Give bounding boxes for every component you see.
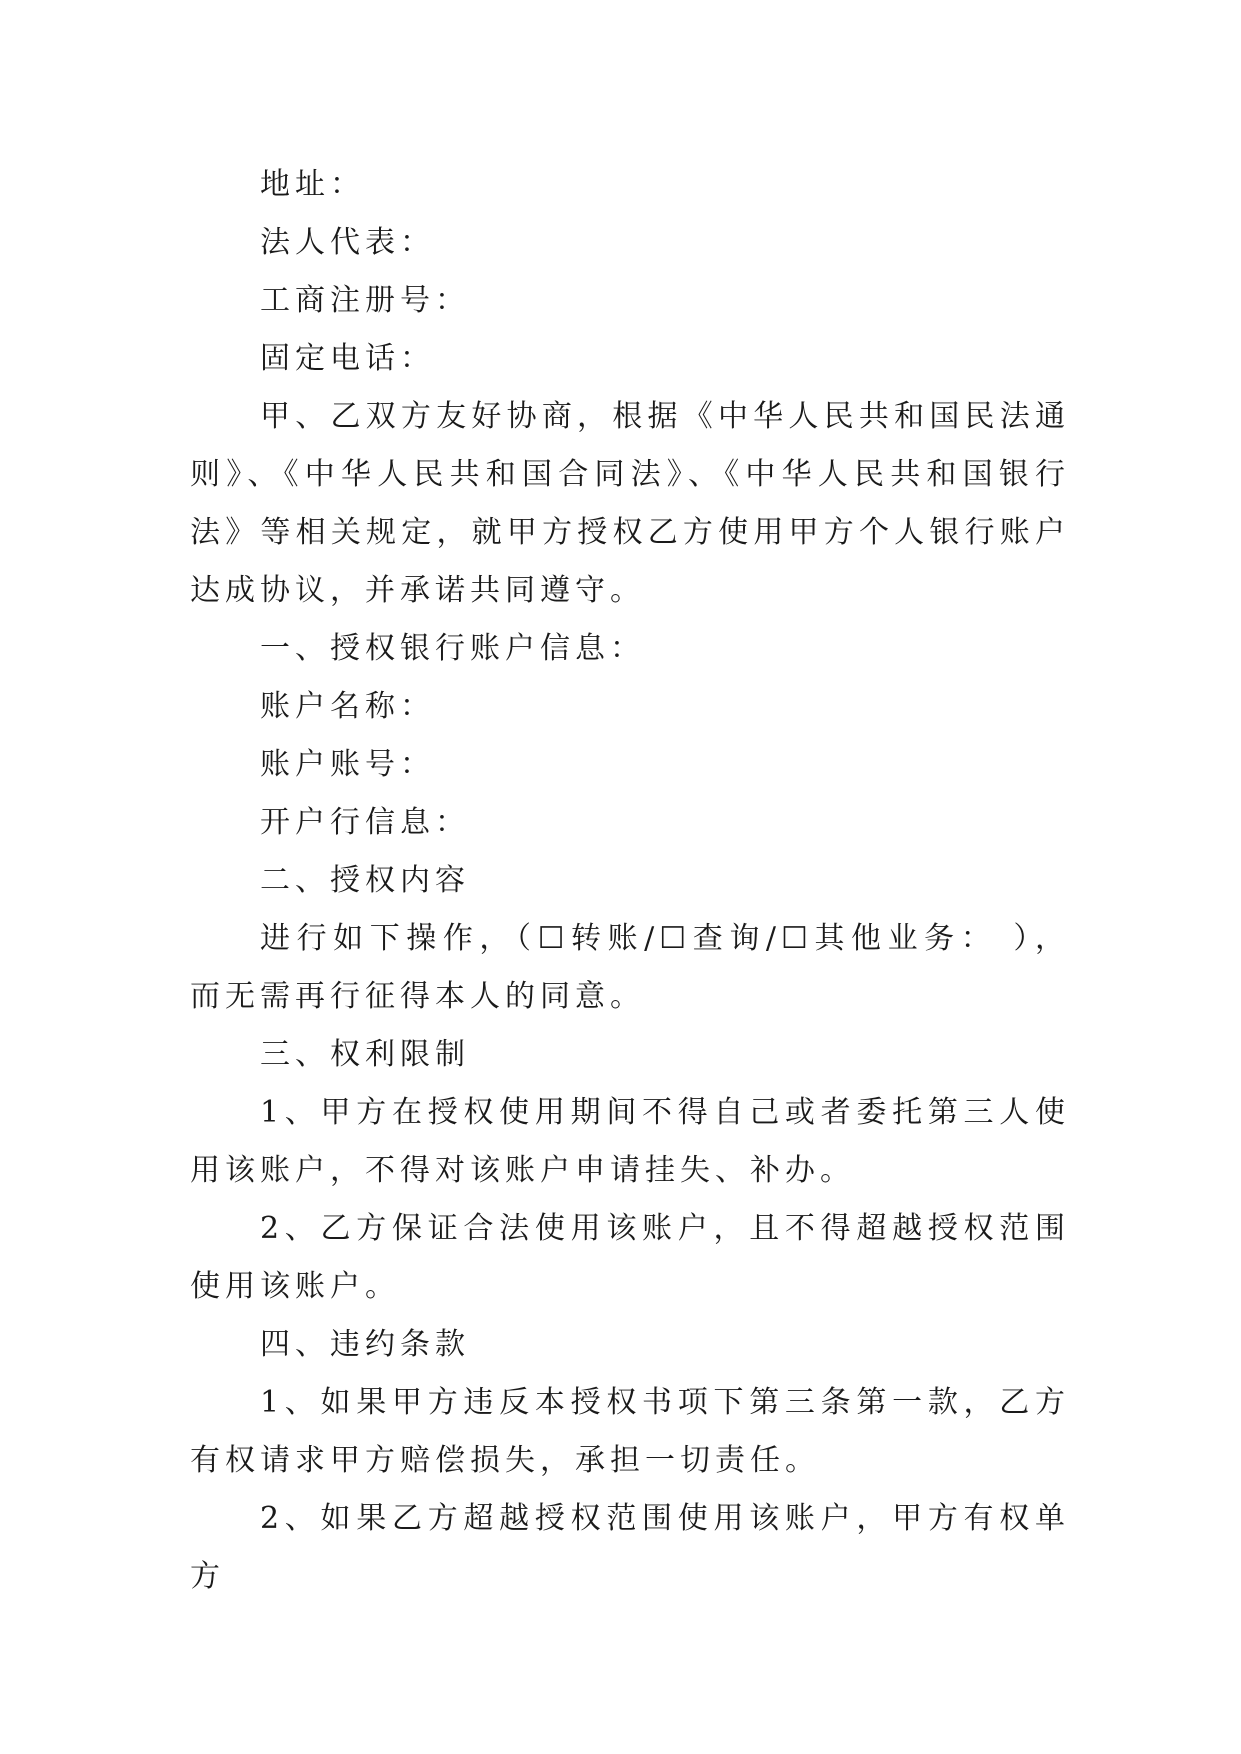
section-4-heading: 四、违约条款 (260, 1327, 470, 1362)
breach-clause-1: 1、如果甲方违反本授权书项下第三条第一款，乙方有权请求甲方赔偿损失，承担一切责任。 (190, 1385, 1070, 1478)
business-registration-line: 工商注册号： (260, 283, 470, 318)
bank-info-line: 开户行信息： (260, 805, 470, 840)
account-name-line: 账户名称： (260, 689, 435, 724)
restriction-clause-2: 2、乙方保证合法使用该账户，且不得超越授权范围使用该账户。 (190, 1211, 1070, 1304)
section-2-heading: 二、授权内容 (260, 863, 470, 898)
document-body (190, 156, 1070, 1606)
section-3-heading: 三、权利限制 (260, 1037, 470, 1072)
authorization-content-paragraph: 进行如下操作，（☐转账/☐查询/☐其他业务： ），而无需再行征得本人的同意。 (190, 921, 1070, 1014)
restriction-clause-1: 1、甲方在授权使用期间不得自己或者委托第三人使用该账户，不得对该账户申请挂失、补办。 (190, 1095, 1070, 1188)
legal-representative-line: 法人代表： (260, 225, 435, 260)
landline-line: 固定电话： (260, 341, 435, 376)
breach-clause-2: 2、如果乙方超越授权范围使用该账户，甲方有权单方 (190, 1501, 1070, 1594)
section-1-heading: 一、授权银行账户信息： (260, 631, 645, 666)
account-number-line: 账户账号： (260, 747, 435, 782)
address-line: 地址： (260, 167, 365, 202)
preamble-paragraph: 甲、乙双方友好协商，根据《中华人民共和国民法通则》、《中华人民共和国合同法》、《中华人民共和国银行法》等相关规定，就甲方授权乙方使用甲方个人银行账户达成协议，并承诺共同遵守。 (190, 399, 1070, 608)
